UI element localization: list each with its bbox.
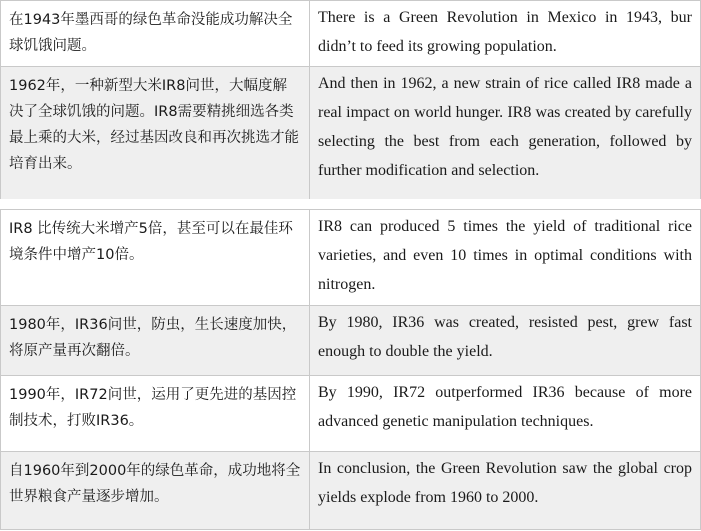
- english-cell: IR8 can produced 5 times the yield of traditional rice varieties, and even 10 times in optimal conditions with nitrogen.: [310, 210, 701, 306]
- table-row: [1, 306, 701, 376]
- table-row: [1, 1, 701, 67]
- chinese-cell: 1990年，IR72问世，运用了更先进的基因控制技术，打败IR36。: [1, 376, 310, 452]
- english-cell: By 1990, IR72 outperformed IR36 because of more advanced genetic manipulation techniques.: [310, 376, 701, 452]
- english-cell: And then in 1962, a new strain of rice called IR8 made a real impact on world hunger. IR8 was created by carefully selecting the best from each generation, followed by further modification and selection.: [310, 67, 701, 200]
- english-cell: By 1980, IR36 was created, resisted pest, grew fast enough to double the yield.: [310, 306, 701, 376]
- chinese-cell: 自1960年到2000年的绿色革命，成功地将全世界粮食产量逐步增加。: [1, 452, 310, 530]
- translation-table-bottom: [0, 209, 701, 530]
- table-row: [1, 67, 701, 200]
- table-row: [1, 376, 701, 452]
- table-row: [1, 452, 701, 530]
- english-cell: There is a Green Revolution in Mexico in 1943, bur didn’t to feed its growing population.: [310, 1, 701, 67]
- translation-table-top: [0, 0, 701, 200]
- chinese-cell: 在1943年墨西哥的绿色革命没能成功解决全球饥饿问题。: [1, 1, 310, 67]
- english-cell: In conclusion, the Green Revolution saw the global crop yields explode from 1960 to 2000.: [310, 452, 701, 530]
- chinese-cell: 1962年，一种新型大米IR8问世，大幅度解决了全球饥饿的问题。IR8需要精挑细选各类最上乘的大米，经过基因改良和再次挑选才能培育出来。: [1, 67, 310, 200]
- table-divider: [0, 199, 701, 209]
- chinese-cell: 1980年，IR36问世，防虫，生长速度加快，将原产量再次翻倍。: [1, 306, 310, 376]
- chinese-cell: IR8 比传统大米增产5倍，甚至可以在最佳环境条件中增产10倍。: [1, 210, 310, 306]
- table-row: [1, 210, 701, 306]
